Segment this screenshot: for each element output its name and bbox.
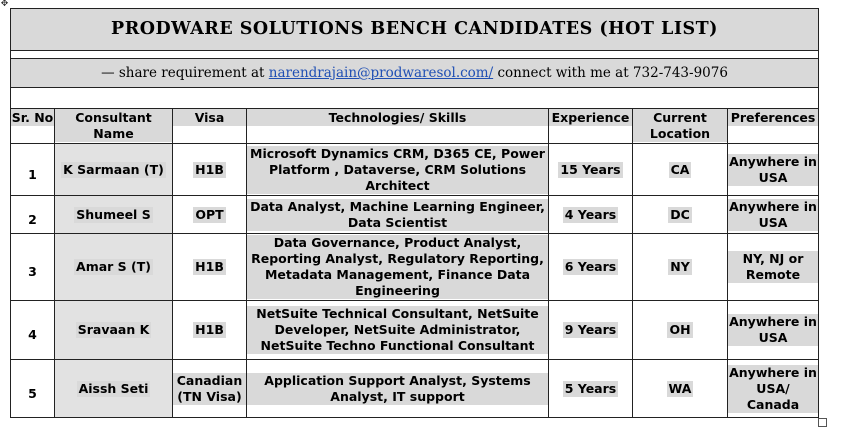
sr-cell: 5 — [11, 360, 55, 418]
column-header-name: Consultant Name — [55, 109, 173, 144]
name-cell: Shumeel S — [55, 196, 173, 234]
preferences-cell: Anywhere in USA/ Canada — [728, 360, 819, 418]
location-cell: CA — [633, 144, 728, 196]
experience-cell: 15 Years — [549, 144, 633, 196]
column-header-location: Current Location — [633, 109, 728, 144]
column-header-visa: Visa — [173, 109, 247, 144]
experience-cell: 4 Years — [549, 196, 633, 234]
table-move-handle-icon[interactable]: ✥ — [0, 0, 9, 9]
preferences-cell: Anywhere in USA — [728, 301, 819, 360]
column-header-skills: Technologies/ Skills — [247, 109, 549, 144]
column-header-row — [11, 109, 819, 144]
skills-cell: NetSuite Technical Consultant, NetSuite Developer, NetSuite Administrator, NetSuite Techno Functional Consultant — [247, 301, 549, 360]
experience-cell: 5 Years — [549, 360, 633, 418]
preferences-cell: NY, NJ or Remote — [728, 234, 819, 301]
column-header-experience: Experience — [549, 109, 633, 144]
column-header-preferences: Preferences — [728, 109, 819, 144]
experience-cell: 9 Years — [549, 301, 633, 360]
visa-cell: H1B — [173, 144, 247, 196]
contact-line — [101, 65, 728, 81]
skills-cell: Data Analyst, Machine Learning Engineer, Data Scientist — [247, 196, 549, 234]
contact-prefix: — share requirement at — [101, 65, 269, 81]
location-cell: WA — [633, 360, 728, 418]
table-row — [11, 360, 819, 418]
preferences-cell: Anywhere in USA — [728, 196, 819, 234]
table-row — [11, 196, 819, 234]
table-row — [11, 144, 819, 196]
table-resize-handle-icon[interactable] — [818, 418, 827, 427]
sr-cell: 4 — [11, 301, 55, 360]
contact-cell — [11, 59, 819, 88]
column-header-sr: Sr. No — [11, 109, 55, 144]
visa-cell: H1B — [173, 301, 247, 360]
location-cell: DC — [633, 196, 728, 234]
page-title: PRODWARE SOLUTIONS BENCH CANDIDATES (HOT LIST) — [111, 19, 718, 39]
hot-list-table — [10, 8, 819, 418]
name-cell: K Sarmaan (T) — [55, 144, 173, 196]
table-row — [11, 301, 819, 360]
name-cell: Aissh Seti — [55, 360, 173, 418]
sr-cell: 1 — [11, 144, 55, 196]
visa-cell: H1B — [173, 234, 247, 301]
contact-suffix: connect with me at 732-743-9076 — [493, 65, 728, 81]
sr-cell: 3 — [11, 234, 55, 301]
spacer-row — [11, 51, 819, 59]
skills-cell: Microsoft Dynamics CRM, D365 CE, Power Platform , Dataverse, CRM Solutions Architect — [247, 144, 549, 196]
table-row — [11, 234, 819, 301]
name-cell: Sravaan K — [55, 301, 173, 360]
preferences-cell: Anywhere in USA — [728, 144, 819, 196]
spacer-row — [11, 88, 819, 109]
name-cell: Amar S (T) — [55, 234, 173, 301]
location-cell: OH — [633, 301, 728, 360]
visa-cell: OPT — [173, 196, 247, 234]
experience-cell: 6 Years — [549, 234, 633, 301]
visa-cell: Canadian (TN Visa) — [173, 360, 247, 418]
email-link[interactable]: narendrajain@prodwaresol.com/ — [268, 65, 494, 81]
skills-cell: Application Support Analyst, Systems Analyst, IT support — [247, 360, 549, 418]
sr-cell: 2 — [11, 196, 55, 234]
title-cell — [11, 9, 819, 51]
location-cell: NY — [633, 234, 728, 301]
skills-cell: Data Governance, Product Analyst, Reporting Analyst, Regulatory Reporting, Metadata Management, Finance Data Engineering — [247, 234, 549, 301]
